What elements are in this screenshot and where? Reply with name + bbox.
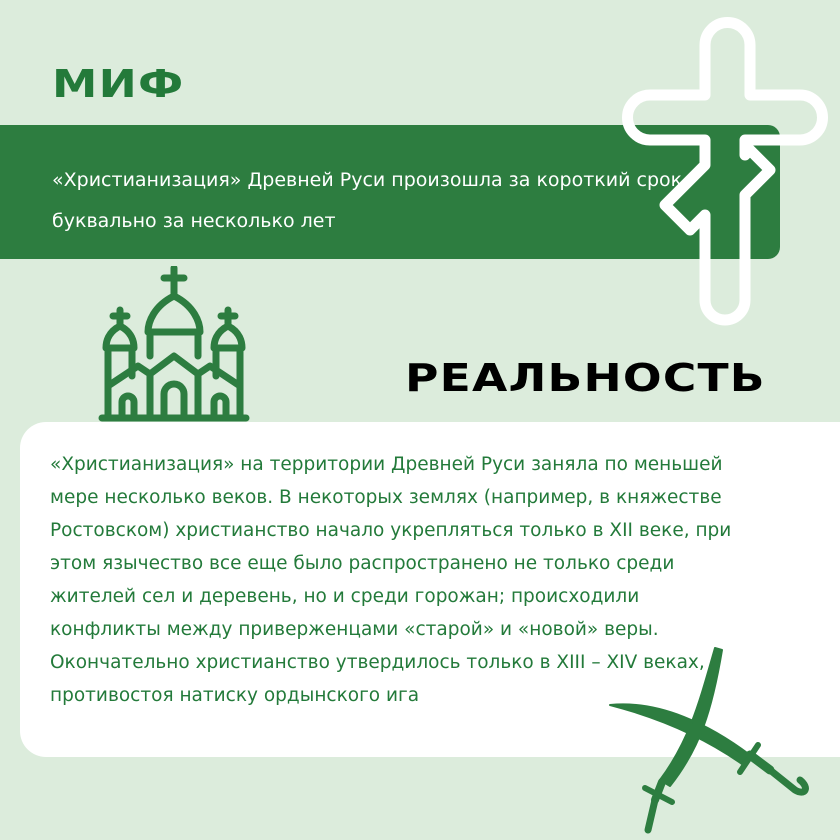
reality-title: РЕАЛЬНОСТЬ [405, 356, 766, 400]
myth-text: «Христианизация» Древней Руси произошла за короткий срок, буквально за несколько лет [52, 169, 689, 232]
church-icon [98, 266, 250, 426]
crossed-sabers-icon [600, 640, 820, 840]
reality-text: «Христианизация» на территории Древней Руси заняла по меньшей мере несколько веков. В некоторых землях (например, в княжестве Ростовском) христианство начало укрепляться только в XII веке, при этом язычество все еще было распространено не только среди жителей сел и деревень, но и среди горожан; происходили конфликты между приверженцами «старой» и «новой» веры. Окончательно христианство утвердилось только в XIII – XIV веках, противостоя натиску ордынского ига [50, 454, 732, 706]
myth-title: МИФ [52, 62, 185, 106]
